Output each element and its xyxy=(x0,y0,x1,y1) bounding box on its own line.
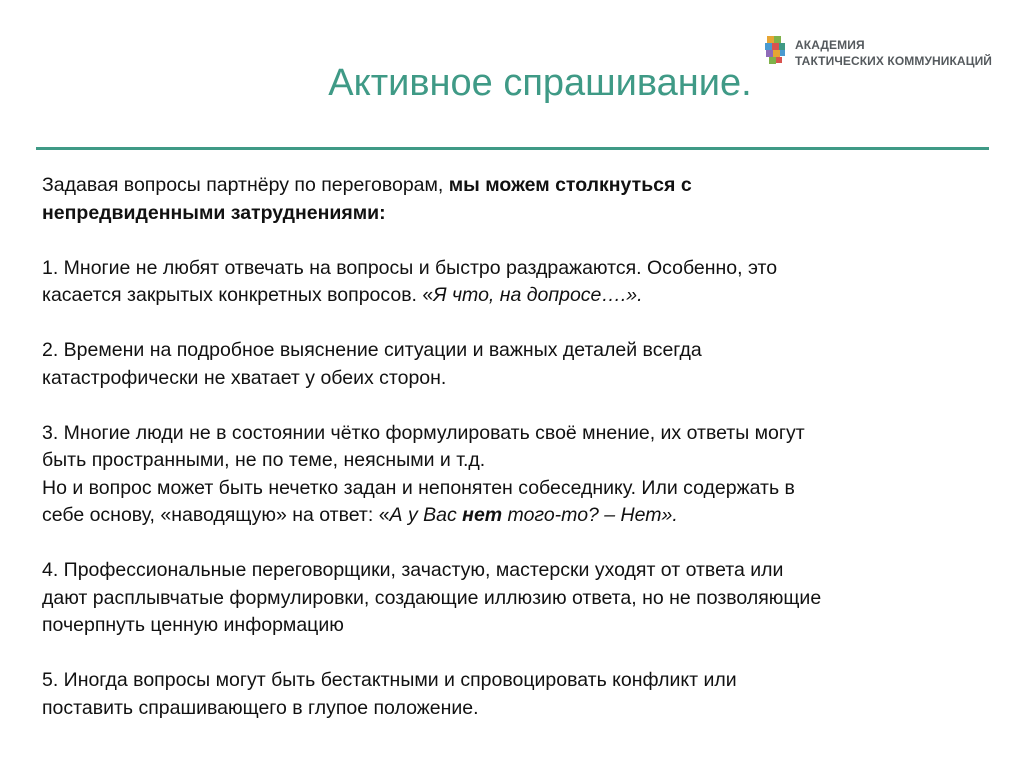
intro-line-2: непредвиденными затруднениями: xyxy=(42,201,386,224)
slide-body xyxy=(42,172,992,722)
item-1-line-1: 1. Многие не любят отвечать на вопросы и быстро раздражаются. Особенно, это xyxy=(42,256,778,279)
item-3-line-1: 3. Многие люди не в состоянии чётко формулировать своё мнение, их ответы могут xyxy=(42,421,805,444)
item-3-quote-a: А у Вас xyxy=(389,504,463,526)
item-3-line-3: Но и вопрос может быть нечетко задан и непонятен собеседнику. Или содержать в xyxy=(42,476,795,499)
item-3-quote-bold: нет xyxy=(462,504,503,526)
item-3-line-2: быть пространными, не по теме, неясными и т.д. xyxy=(42,449,486,471)
item-3-line-4 xyxy=(42,502,992,530)
item-3-quote-b: того-то? – Нет». xyxy=(502,504,678,526)
item-1-line-2 xyxy=(42,282,992,310)
item-4-line-2: дают расплывчатые формулировки, создающие иллюзию ответа, но не позволяющие xyxy=(42,586,822,609)
logo-line-2: ТАКТИЧЕСКИХ КОММУНИКАЦИЙ xyxy=(795,54,993,68)
item-1-text: касается закрытых конкретных вопросов. « xyxy=(42,284,434,306)
intro-bold-a: мы можем столкнуться с xyxy=(448,174,692,196)
intro-text: Задавая вопросы партнёру по переговорам, xyxy=(42,174,449,196)
logo-line-1: АКАДЕМИЯ xyxy=(795,38,865,52)
item-5-line-2: поставить спрашивающего в глупое положение. xyxy=(42,696,479,719)
item-2-line-1: 2. Времени на подробное выяснение ситуации и важных деталей всегда xyxy=(42,339,702,361)
slide-title: Активное спрашивание. xyxy=(328,62,752,104)
item-3-text: себе основу, «наводящую» на ответ: « xyxy=(42,504,390,526)
item-2-line-2: катастрофически не хватает у обеих сторон. xyxy=(42,366,447,389)
item-1-quote: Я что, на допросе….». xyxy=(433,284,643,306)
title-divider xyxy=(36,147,989,150)
item-4-line-3: почерпнуть ценную информацию xyxy=(42,614,344,636)
item-5-line-1: 5. Иногда вопросы могут быть бестактными и спровоцировать конфликт или xyxy=(42,669,737,691)
intro-line-1 xyxy=(42,172,992,200)
item-4-line-1: 4. Профессиональные переговорщики, зачастую, мастерски уходят от ответа или xyxy=(42,559,784,581)
